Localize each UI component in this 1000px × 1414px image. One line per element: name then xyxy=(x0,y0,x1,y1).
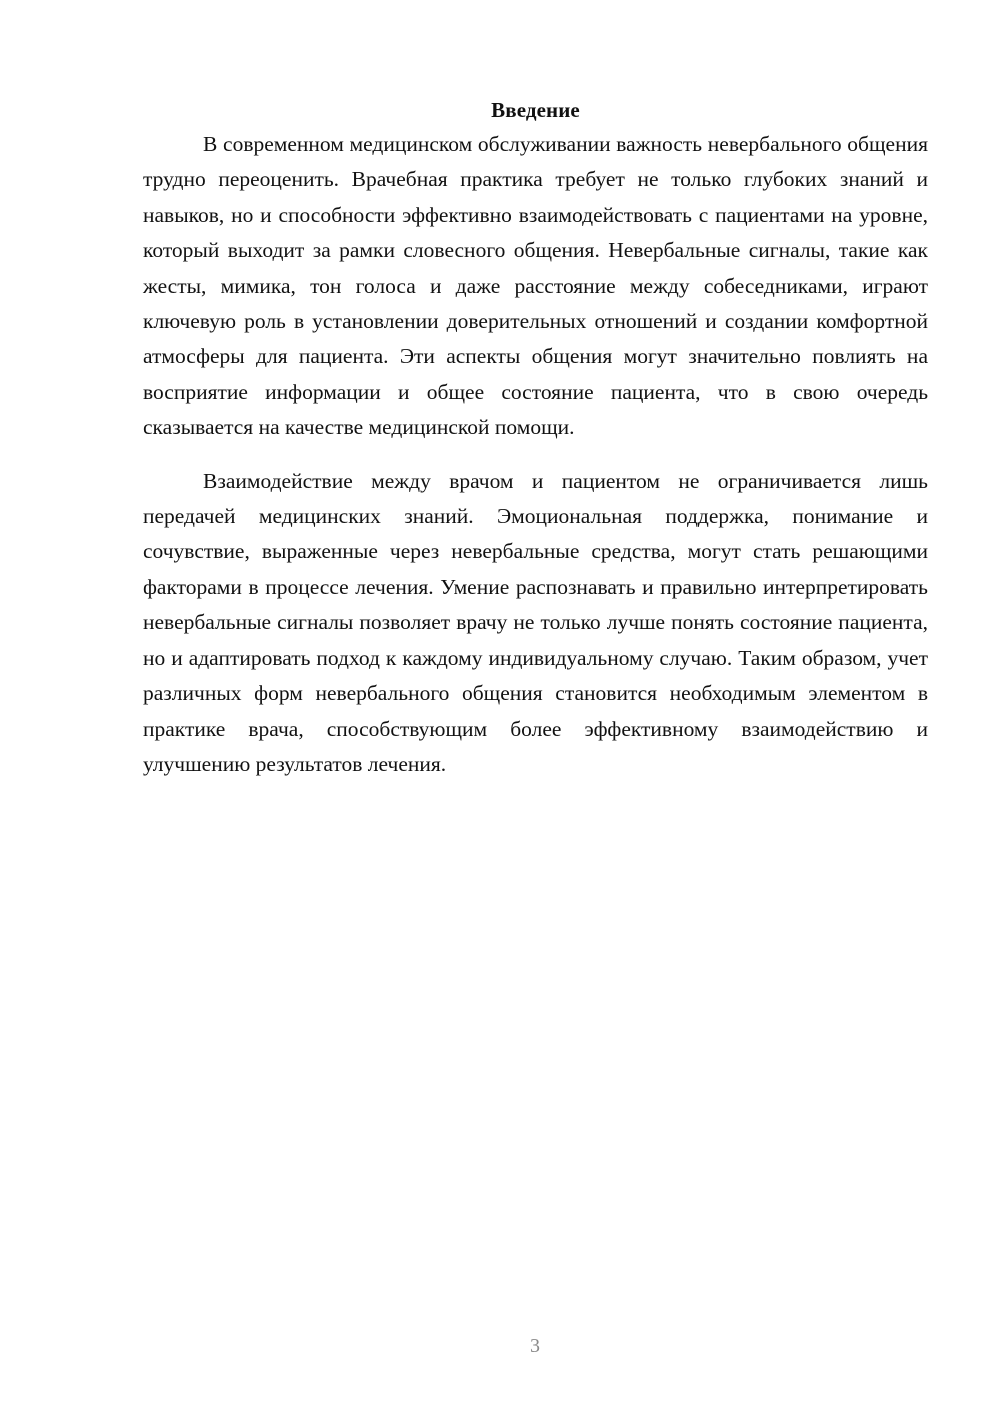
paragraph-2: Взаимодействие между врачом и пациентом не ограничивается лишь передачей медицинских знаний. Эмоциональная поддержка, понимание и сочувствие, выраженные через невербальные средства, могут стать решающими факторами в процессе лечения. Умение распознавать и правильно интерпретировать невербальные сигналы позволяет врачу не только лучше понять состояние пациента, но и адаптировать подход к каждому индивидуальному случаю. Таким образом, учет различных форм невербального общения становится необходимым элементом в практике врача, способствующим более эффективному взаимодействию и улучшению результатов лечения. xyxy=(143,468,928,776)
document-body xyxy=(143,94,928,782)
page-number: 3 xyxy=(530,1335,540,1357)
paragraph-1: В современном медицинском обслуживании важность невербального общения трудно переоценить. Врачебная практика требует не только глубоких знаний и навыков, но и способности эффективно взаимодействовать с пациентами на уровне, который выходит за рамки словесного общения. Невербальные сигналы, такие как жесты, мимика, тон голоса и даже расстояние между собеседниками, играют ключевую роль в установлении доверительных отношений и создании комфортной атмосферы для пациента. Эти аспекты общения могут значительно повлиять на восприятие информации и общее состояние пациента, что в свою очередь сказывается на качестве медицинской помощи. xyxy=(143,132,928,440)
section-heading: Введение xyxy=(491,98,580,122)
